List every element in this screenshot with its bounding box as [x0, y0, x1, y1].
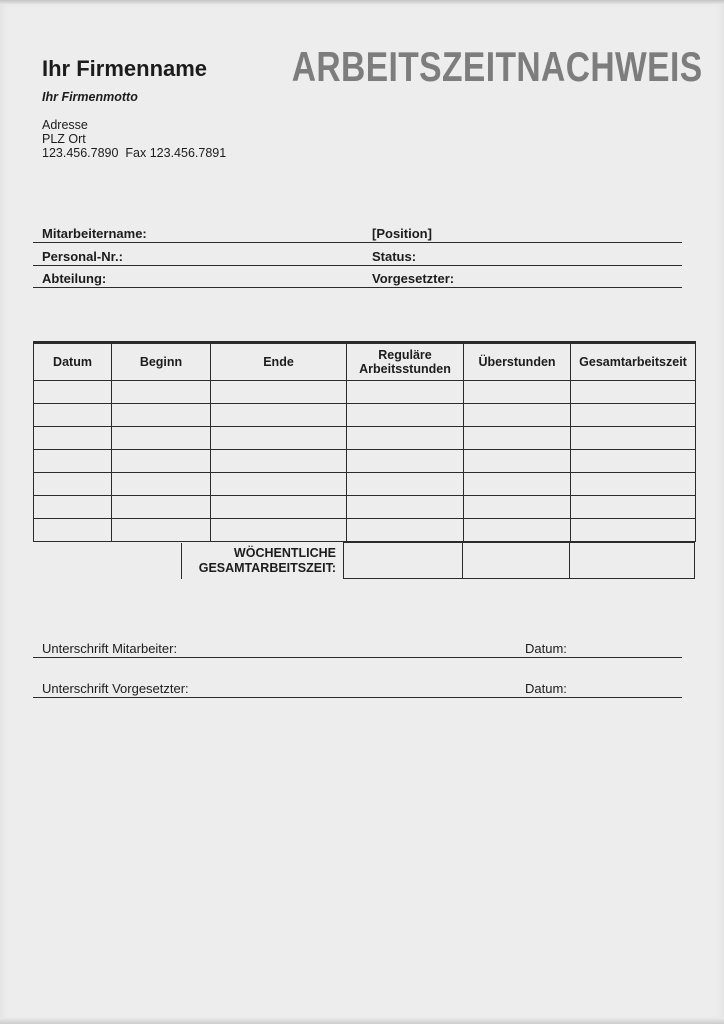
- field-row-name-position: [33, 225, 682, 243]
- address-line-1: Adresse: [42, 118, 88, 132]
- table-cell: [34, 450, 112, 473]
- document-title: ARBEITSZEITNACHWEIS: [291, 43, 702, 90]
- table-header-row: [34, 343, 696, 381]
- table-cell: [347, 427, 464, 450]
- table-row: [34, 404, 696, 427]
- table-row: [34, 427, 696, 450]
- page-bottom-edge: [0, 1017, 724, 1024]
- column-header-datum: Datum: [34, 343, 112, 381]
- status-label: Status:: [372, 249, 417, 264]
- table-cell: [571, 381, 696, 404]
- column-header-ueberstunden: Überstunden: [464, 343, 571, 381]
- department-label: Abteilung:: [42, 271, 107, 286]
- table-cell: [211, 473, 347, 496]
- employee-signature-label: Unterschrift Mitarbeiter:: [42, 641, 178, 656]
- table-row: [34, 381, 696, 404]
- table-cell: [464, 450, 571, 473]
- company-motto: Ihr Firmenmotto: [42, 90, 138, 104]
- field-row-department-supervisor: [33, 270, 682, 288]
- weekly-total-cell: [463, 542, 570, 579]
- table-cell: [571, 450, 696, 473]
- table-cell: [34, 404, 112, 427]
- column-header-regulaere-arbeitsstunden: Reguläre Arbeitsstunden: [347, 343, 464, 381]
- column-header-gesamtarbeitszeit: Gesamtarbeitszeit: [571, 343, 696, 381]
- supervisor-signature-label: Unterschrift Vorgesetzter:: [42, 681, 189, 696]
- table-cell: [211, 519, 347, 542]
- table-cell: [571, 473, 696, 496]
- column-header-ende: Ende: [211, 343, 347, 381]
- table-cell: [211, 381, 347, 404]
- position-label: [Position]: [372, 226, 432, 241]
- table-cell: [464, 473, 571, 496]
- column-header-beginn: Beginn: [112, 343, 211, 381]
- employee-name-label: Mitarbeitername:: [42, 226, 147, 241]
- table-cell: [347, 496, 464, 519]
- weekly-total-cell: [570, 542, 695, 579]
- table-cell: [571, 519, 696, 542]
- table-cell: [34, 519, 112, 542]
- table-row: [34, 473, 696, 496]
- table-cell: [34, 427, 112, 450]
- table-cell: [112, 450, 211, 473]
- supervisor-label: Vorgesetzter:: [372, 271, 455, 286]
- company-address: [42, 118, 226, 160]
- weekly-total-label: WÖCHENTLICHE GESAMTARBEITSZEIT:: [181, 543, 344, 579]
- table-cell: [211, 427, 347, 450]
- table-row: [34, 496, 696, 519]
- table-cell: [112, 427, 211, 450]
- personnel-number-label: Personal-Nr.:: [42, 249, 123, 264]
- timesheet-table: [33, 341, 696, 542]
- supervisor-signature-row: [33, 681, 682, 698]
- table-cell: [347, 381, 464, 404]
- table-cell: [571, 427, 696, 450]
- table-cell: [112, 473, 211, 496]
- table-cell: [112, 519, 211, 542]
- table-cell: [464, 404, 571, 427]
- table-row: [34, 450, 696, 473]
- table-cell: [34, 496, 112, 519]
- address-line-2: PLZ Ort: [42, 132, 86, 146]
- table-cell: [347, 450, 464, 473]
- table-cell: [112, 404, 211, 427]
- table-row: [34, 519, 696, 542]
- table-cell: [211, 450, 347, 473]
- employee-date-label: Datum:: [525, 641, 567, 656]
- table-cell: [211, 404, 347, 427]
- table-cell: [347, 473, 464, 496]
- table-cell: [464, 381, 571, 404]
- table-cell: [112, 496, 211, 519]
- weekly-total-cells: [343, 542, 695, 579]
- address-line-3: 123.456.7890 Fax 123.456.7891: [42, 146, 227, 160]
- table-cell: [34, 473, 112, 496]
- table-cell: [347, 519, 464, 542]
- page-top-edge: [0, 0, 724, 4]
- table-cell: [571, 404, 696, 427]
- table-cell: [211, 496, 347, 519]
- weekly-total-cell: [343, 542, 463, 579]
- table-cell: [571, 496, 696, 519]
- table-cell: [34, 381, 112, 404]
- table-cell: [464, 519, 571, 542]
- table-cell: [464, 427, 571, 450]
- field-row-personnel-status: [33, 248, 682, 266]
- table-cell: [347, 404, 464, 427]
- employee-signature-row: [33, 641, 682, 658]
- supervisor-date-label: Datum:: [525, 681, 567, 696]
- timesheet-body: [34, 381, 696, 542]
- table-cell: [464, 496, 571, 519]
- company-name: Ihr Firmenname: [42, 56, 208, 81]
- table-cell: [112, 381, 211, 404]
